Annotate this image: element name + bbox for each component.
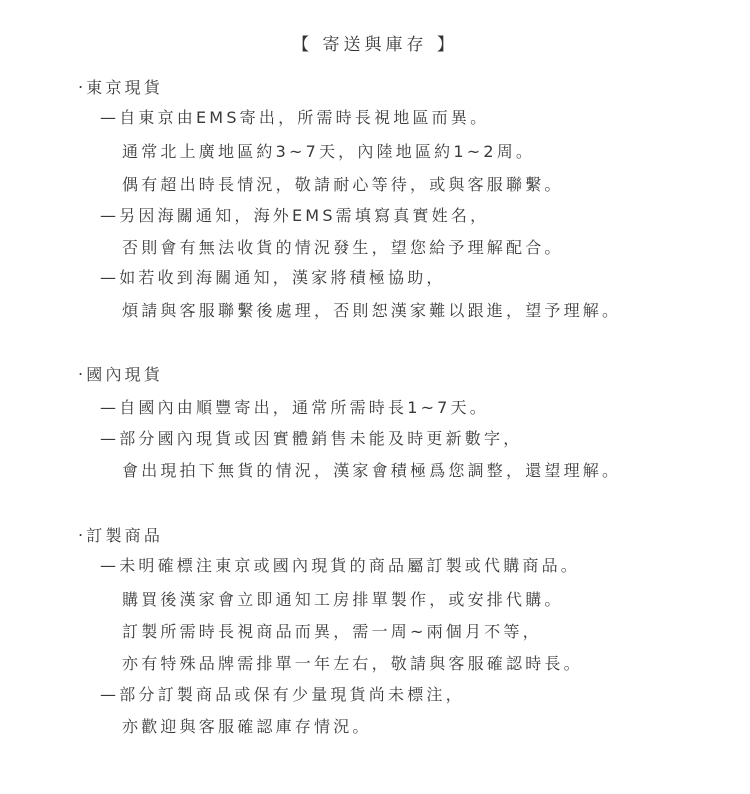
tokyo-line-6: —如若收到海關通知，漢家將積極協助， [100,268,446,287]
tokyo-line-4: —另因海關通知，海外EMS需填寫真實姓名， [100,206,490,225]
custom-line-4: 亦有特殊品牌需排單一年左右，敬請與客服確認時長。 [122,654,583,673]
domestic-line-3: 會出現拍下無貨的情況，漢家會積極爲您調整，還望理解。 [122,461,622,480]
section-heading-tokyo-stock: ‧東京現貨 [78,78,164,97]
custom-line-1: —未明確標注東京或國內現貨的商品屬訂製或代購商品。 [100,556,581,575]
tokyo-line-1: —自東京由EMS寄出，所需時長視地區而異。 [100,108,490,127]
custom-line-3: 訂製所需時長視商品而異，需一周~兩個月不等， [122,622,542,641]
domestic-line-1: —自國內由順豐寄出，通常所需時長1~7天。 [100,398,489,417]
tokyo-line-7: 煩請與客服聯繫後處理，否則恕漢家難以跟進，望予理解。 [122,301,622,320]
custom-line-5: —部分訂製商品或保有少量現貨尚未標注， [100,685,465,704]
page-title: 【 寄送與庫存 】 [292,35,458,55]
custom-line-2: 購買後漢家會立即通知工房排單製作，或安排代購。 [122,590,564,609]
custom-line-6: 亦歡迎與客服確認庫存情況。 [122,717,372,736]
domestic-line-2: —部分國內現貨或因實體銷售未能及時更新數字， [100,429,523,448]
section-heading-domestic-stock: ‧國內現貨 [78,365,164,384]
tokyo-line-2: 通常北上廣地區約3~7天，內陸地區約1~2周。 [122,142,536,161]
tokyo-line-3: 偶有超出時長情況，敬請耐心等待，或與客服聯繫。 [122,175,564,194]
tokyo-line-5: 否則會有無法收貨的情況發生，望您給予理解配合。 [122,238,564,257]
section-heading-custom-products: ‧訂製商品 [78,526,164,545]
